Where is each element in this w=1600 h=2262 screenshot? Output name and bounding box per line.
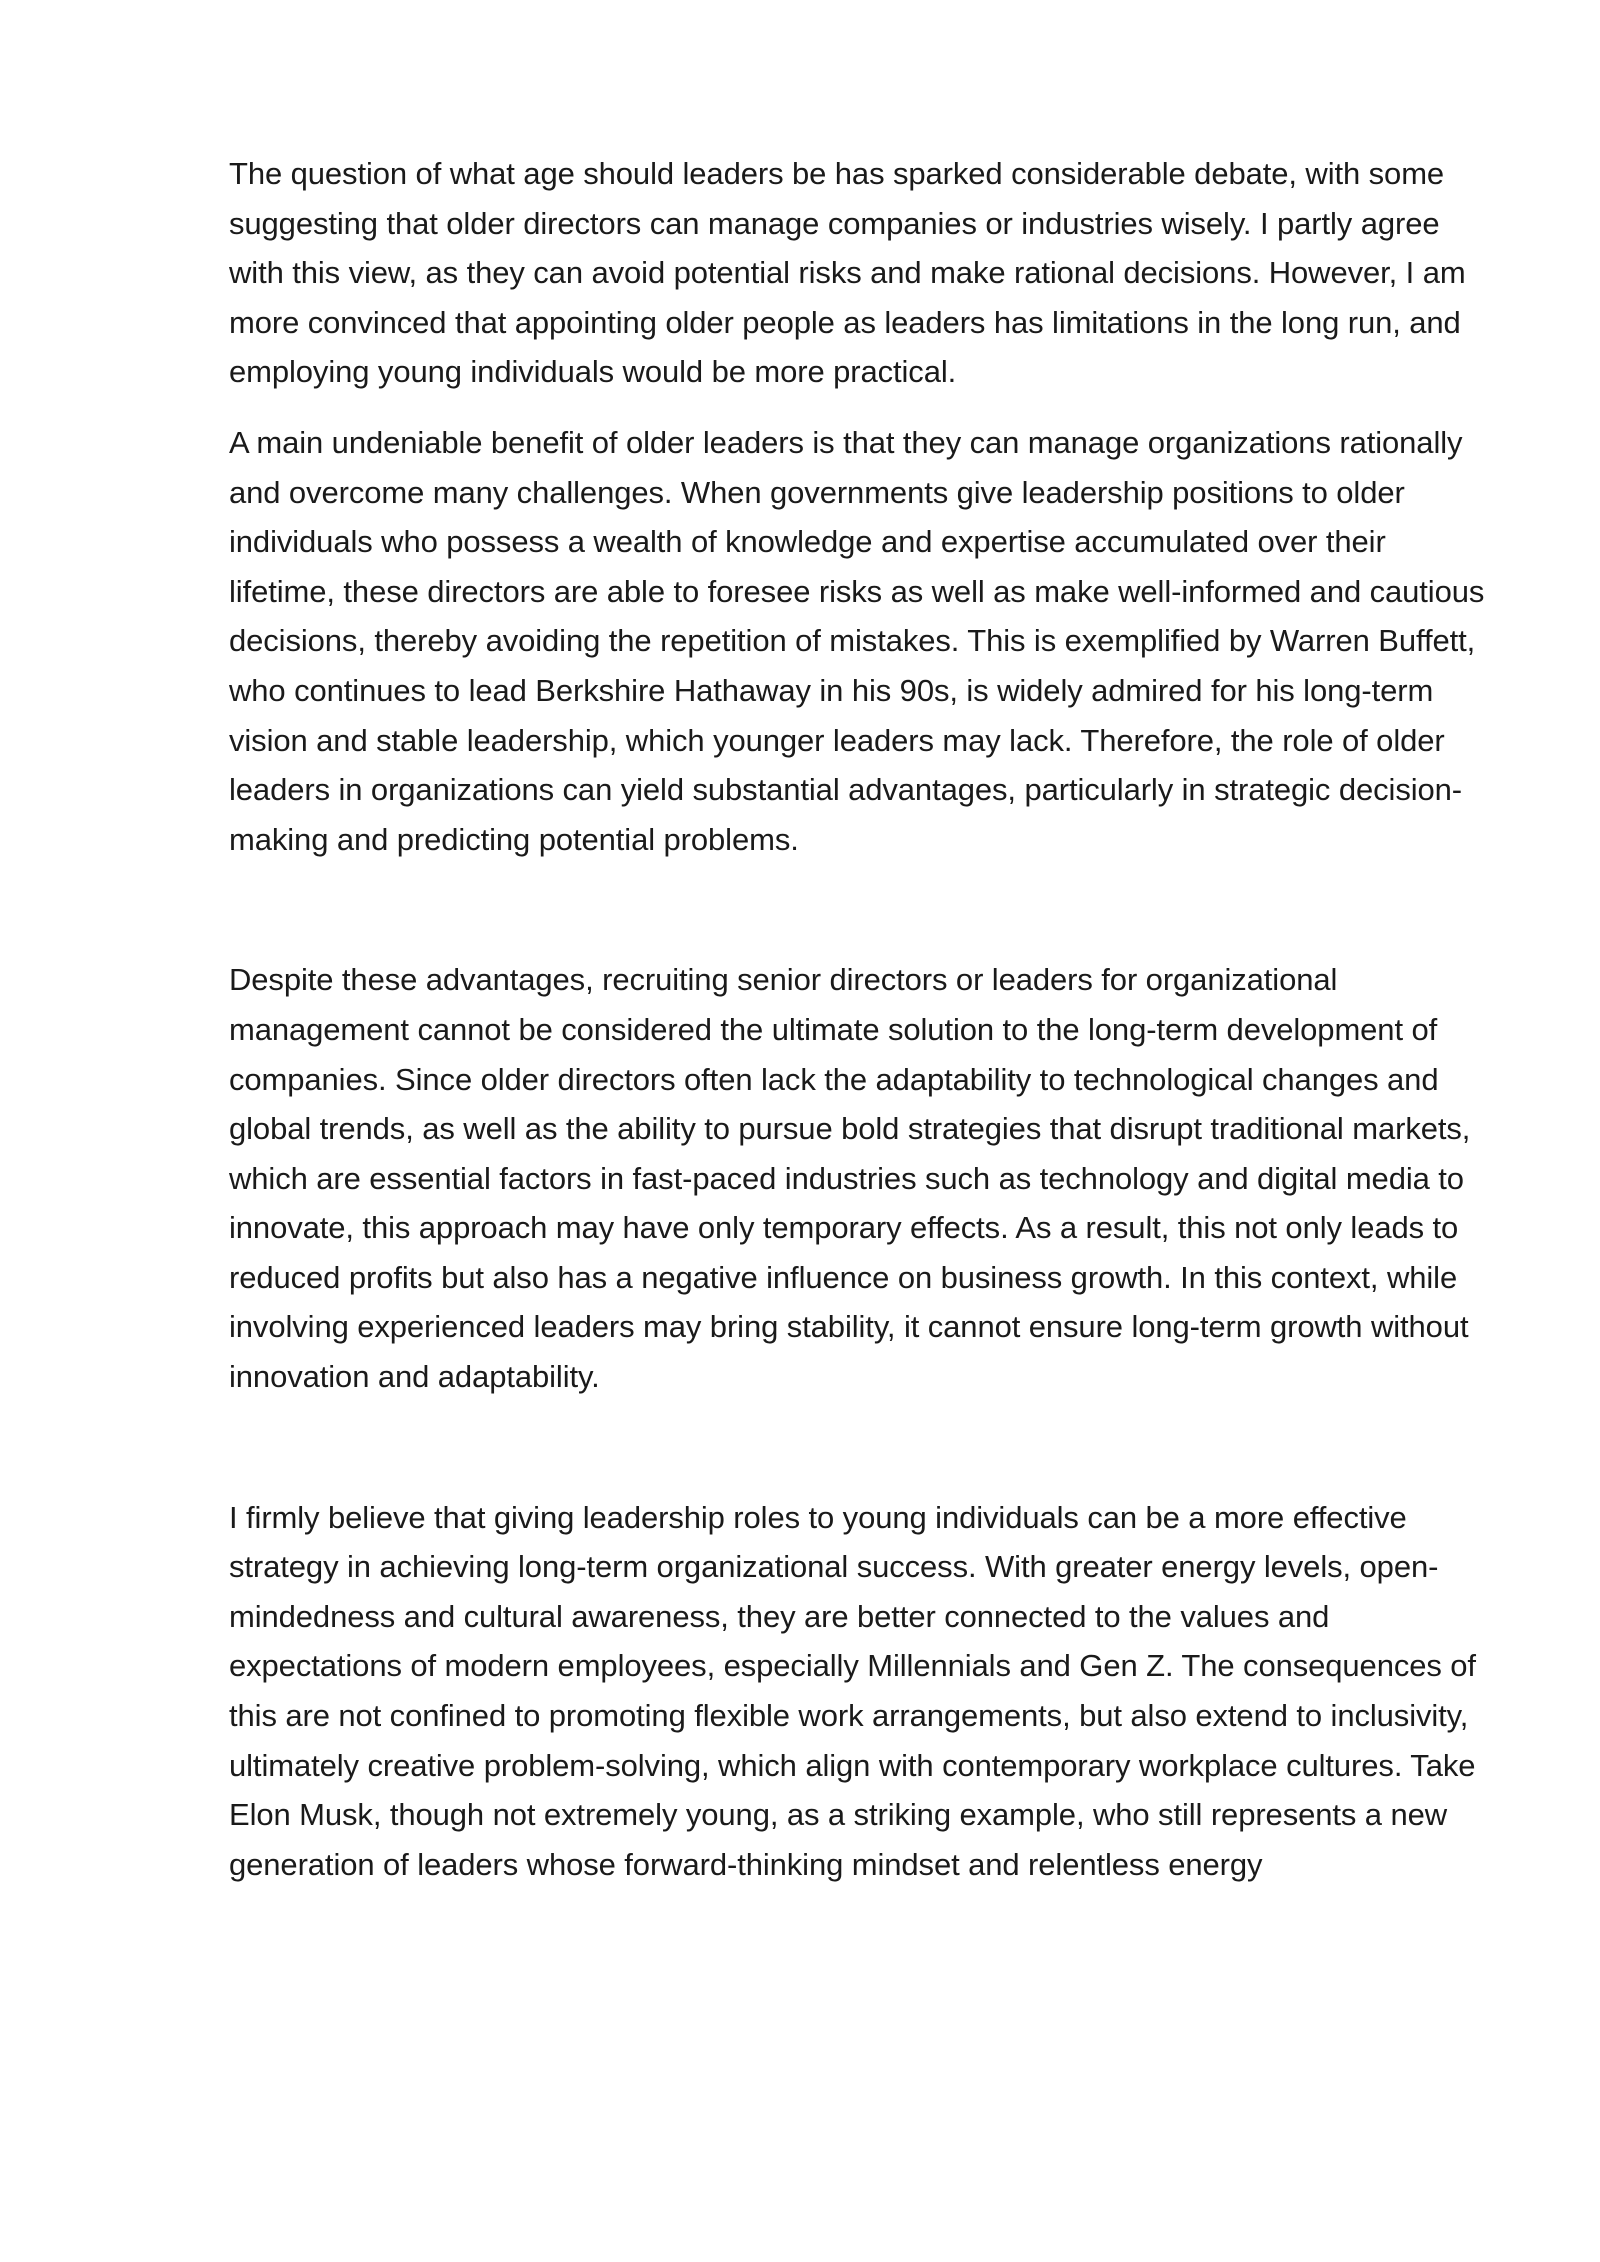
paragraph-young-leaders: I firmly believe that giving leadership roles to young individuals can be a more effective strategy in achieving long-term organizational success. With greater energy levels, open-mindedness and cultural awareness, they are better connected to the values and expectations of modern employees, especially Millennials and Gen Z. The consequences of this are not confined to promoting flexible work arrangements, but also extend to inclusivity, ultimately creative problem-solving, which align with contemporary workplace cultures. Take Elon Musk, though not extremely young, as a striking example, who still represents a new generation of leaders whose forward-thinking mindset and relentless energy bbox=[229, 1499, 1476, 1882]
paragraph-older-leaders-limitations: Despite these advantages, recruiting senior directors or leaders for organizational management cannot be considered the ultimate solution to the long-term development of companies. Since older directors often lack the adaptability to technological changes and global trends, as well as the ability to pursue bold strategies that disrupt traditional markets, which are essential factors in fast-paced industries such as technology and digital media to innovate, this approach may have only temporary effects. As a result, this not only leads to reduced profits but also has a negative influence on business growth. In this context, while involving experienced leaders may bring stability, it cannot ensure long-term growth without innovation and adaptability. bbox=[229, 962, 1471, 1395]
paragraph-introduction: The question of what age should leaders be has sparked considerable debate, with some suggesting that older directors can manage companies or industries wisely. I partly agree with this view, as they can avoid potential risks and make rational decisions. However, I am more convinced that appointing older people as leaders has limitations in the long run, and employing young individuals would be more practical. bbox=[229, 156, 1466, 390]
document-body bbox=[229, 149, 1491, 1889]
paragraph-spacer bbox=[229, 397, 1491, 418]
paragraph-spacer bbox=[229, 1402, 1491, 1493]
paragraph-older-leaders-benefit: A main undeniable benefit of older leaders is that they can manage organizations rationally and overcome many challenges. When governments give leadership positions to older individuals who possess a wealth of knowledge and expertise accumulated over their lifetime, these directors are able to foresee risks as well as make well-informed and cautious decisions, thereby avoiding the repetition of mistakes. This is exemplified by Warren Buffett, who continues to lead Berkshire Hathaway in his 90s, is widely admired for his long-term vision and stable leadership, which younger leaders may lack. Therefore, the role of older leaders in organizations can yield substantial advantages, particularly in strategic decision-making and predicting potential problems. bbox=[229, 424, 1485, 857]
paragraph-spacer bbox=[229, 864, 1491, 955]
